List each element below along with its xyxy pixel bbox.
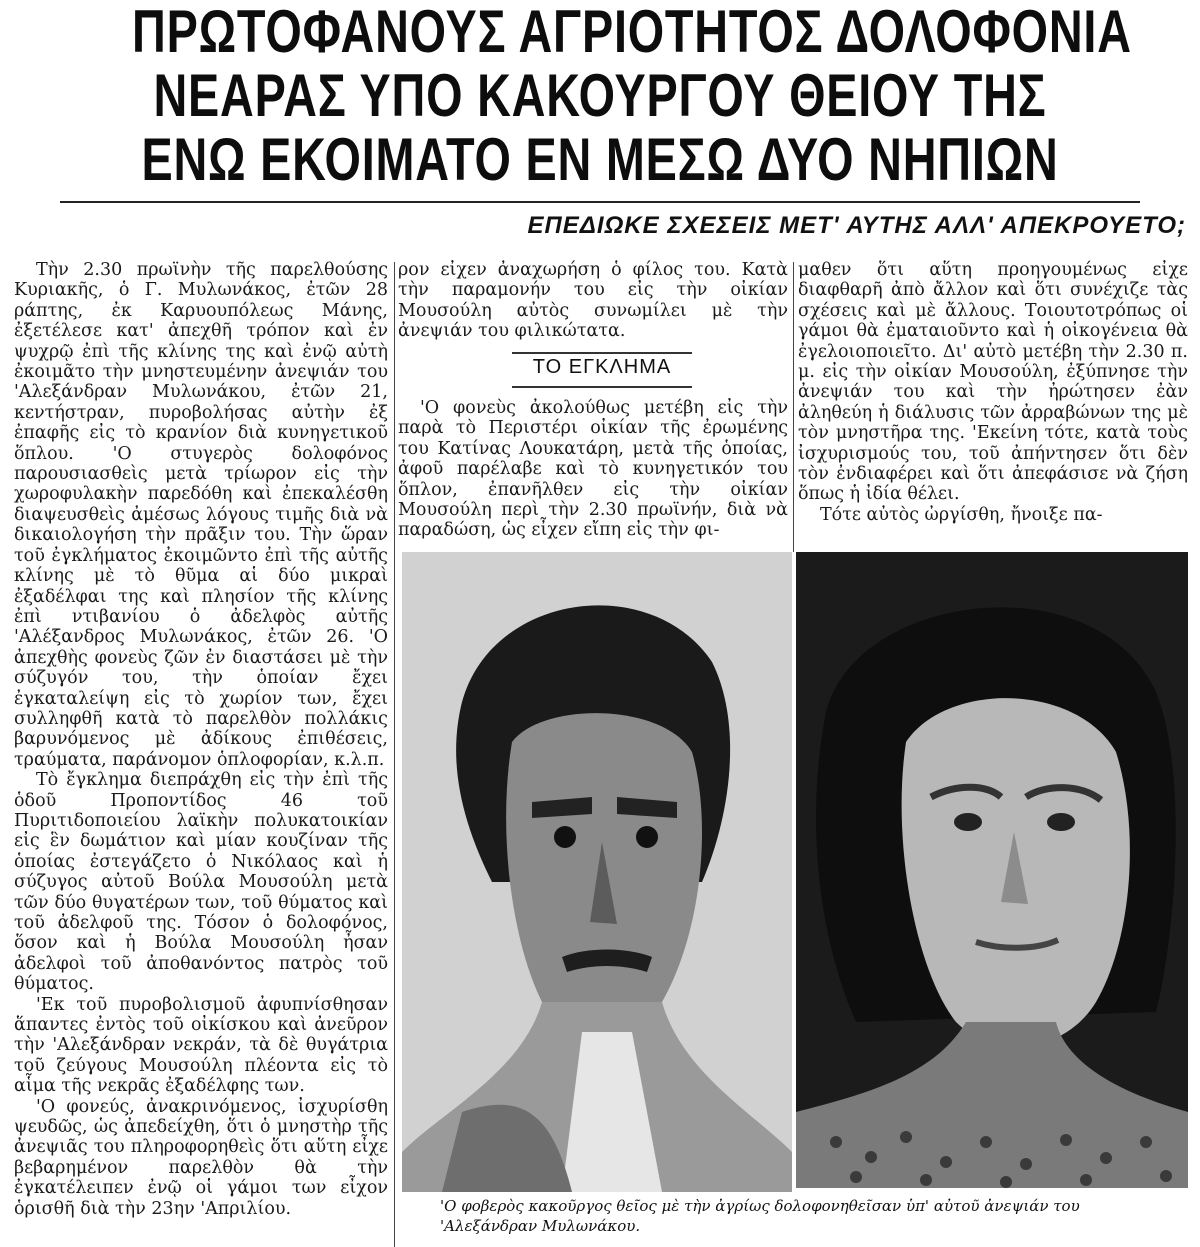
article-paragraph: ρον εἶχεν ἀναχωρήση ὁ φίλος του. Κατὰ τὴν παραμονήν του εἰς τὴν οἰκίαν Μουσούλη αὐτὸς συνωμίλει μὲ τὴν ἀνεψιάν του φιλικώτατα. (398, 260, 788, 342)
article-paragraph: Τὴν 2.30 πρωϊνὴν τῆς παρελθούσης Κυριακῆς, ὁ Γ. Μυλωνάκος, ἐτῶν 28 ράπτης, ἐκ Καρυουπόλεως Μάνης, ἐξετέλεσε κατ' ἀπεχθῆ τρόπον καὶ ἐν ψυχρῷ ἐπὶ τῆς κλίνης της καὶ ἐνῷ αὐτὴ ἐκοιμᾶτο τὴν μνηστευμένην ἀνεψιάν του 'Αλεξάνδραν Μυλωνάκου, ἐτῶν 21, κεντήστραν, πυροβολήσας αὐτὴν ἐξ ἐπαφῆς εἰς τὸ κρανίον διὰ κυνηγετικοῦ ὅπλου. 'Ο στυγερὸς δολοφόνος παρουσιασθεὶς μετὰ τρίωρον εἰς τὴν χωροφυλακὴν παρεδόθη καὶ ἐπεκαλέσθη διαψευσθεὶς ἀμέσως λόγους τιμῆς διὰ νὰ δικαιολογήση τὴν πρᾶξιν του. Τὴν ὥραν τοῦ ἐγκλήματος ἐκοιμῶντο ἐπὶ τῆς αὐτῆς κλίνης μὲ τὸ θῦμα αἱ δύο μικραὶ ἐξαδέλφαι της καὶ πλησίον τῆς κλίνης ἐπὶ ντιβανίου ὁ ἀδελφὸς αὐτῆς 'Αλέξανδρος Μυλωνάκος, ἐτῶν 26. 'Ο ἀπεχθὴς φονεὺς ζῶν ἐν διαστάσει μὲ τὴν σύζυγόν του, τὴν ὁποίαν ἔχει ἐγκαταλείψη εἰς τὸ χωρίον των, ἔχει συλληφθῆ κατὰ τὸ παρελθὸν πολλάκις βαρυνόμενος μὲ ἀδίκους ἐπιθέσεις, τραύματα, παράνομον ὁπλοφορίαν, κ.λ.π. (14, 260, 388, 770)
headline-line-1: ΠΡΩΤΟΦΑΝΟΥΣ ΑΓΡΙΟΤΗΤΟΣ ΔΟΛΟΦΟΝΙΑ (132, 0, 1132, 65)
article-column-2 (398, 260, 788, 344)
column-divider (394, 262, 395, 1247)
headline-line-3: ΕΝΩ ΕΚΟΙΜΑΤΟ ΕΝ ΜΕΣΩ ΔΥΟ ΝΗΠΙΩΝ (141, 126, 1059, 193)
article-paragraph: μαθεν ὅτι αὕτη προηγουμένως εἶχε διαφθαρῆ ἀπὸ ἄλλον καὶ ὅτι συνέχιζε τὰς σχέσεις καὶ μὲ ἄλλους. Τοιουτοτρόπως οἱ γάμοι θὰ ἐματαιοῦντο καὶ ἡ οἰκογένεια θὰ ἐγελοιοποιεῖτο. Δι' αὐτὸ μετέβη τὴν 2.30 π. μ. εἰς τὴν οἰκίαν Μουσούλη, ἐξύπνησε τὴν ἀνεψιάν του καὶ τὴν ἠρώτησεν ἐὰν ἀληθεύη ἡ διάλυσις τῶν ἀρραβώνων της μὲ τὸν μνηστῆρα της. 'Εκείνη τότε, κατὰ τοὺς ἰσχυρισμούς του, τοῦ ἀπήντησεν ὅτι δὲν τὸν ἐνδιαφέρει καὶ ὅτι ἀπεφάσισε νὰ ζήση ὅπως ἡ ἰδία θέλει. (798, 260, 1188, 505)
headline (0, 0, 1200, 192)
portrait-man-image (402, 552, 792, 1192)
article-column-2-continued (398, 398, 788, 548)
photo-caption: 'Ο φοβερὸς κακοῦργος θεῖος μὲ τὴν ἀγρίως δολοφονηθεῖσαν ὑπ' αὐτοῦ ἀνεψιάν του 'Αλεξάνδραν Μυλωνάκου. (440, 1197, 1080, 1235)
subheadline: ΕΠΕΔΙΩΚΕ ΣΧΕΣΕΙΣ ΜΕΤ' ΑΥΤΗΣ ΑΛΛ' ΑΠΕΚΡΟΥΕΤΟ; (527, 212, 1186, 239)
article-column-1 (14, 260, 388, 1245)
section-rule-top (512, 352, 692, 354)
article-paragraph: 'Ο φονεὺς ἀκολούθως μετέβη εἰς τὴν παρὰ τὸ Περιστέρι οἰκίαν τῆς ἐρωμένης του Κατίνας Λουκατάρη, μετὰ τῆς ὁποίας, ἀφοῦ παρέλαβε καὶ τὸ κυνηγετικόν του ὅπλον, ἐπανῆλθεν εἰς τὴν οἰκίαν Μουσούλη περὶ τὴν 2.30 πρωϊνήν, διὰ νὰ παραδώση, ὡς εἶχεν εἴπη εἰς τὴν φι- (398, 398, 788, 541)
headline-rule (60, 201, 1140, 203)
photo-victim (796, 552, 1188, 1188)
article-paragraph: 'Ο φονεύς, ἀνακρινόμενος, ἰσχυρίσθη ψευδῶς, ὡς ἀπεδείχθη, ὅτι ὁ μνηστὴρ τῆς ἀνεψιᾶς του πληροφορηθεὶς ὅτι αὕτη εἶχε βεβαρημένον παρελθὸν θὰ τὴν ἐγκατέλειπεν ἐνῷ οἱ γάμοι των εἶχον ὁρισθῆ διὰ τὴν 23ην 'Απριλίου. (14, 1096, 388, 1219)
portrait-woman-image (796, 552, 1188, 1188)
article-paragraph: Τότε αὐτὸς ὠργίσθη, ἤνοιξε πα- (820, 504, 1103, 525)
article-paragraph: 'Εκ τοῦ πυροβολισμοῦ ἀφυπνίσθησαν ἅπαντες ἐντὸς τοῦ οἰκίσκου καὶ ἀνεῦρον τὴν 'Αλεξάνδραν νεκράν, τὰ δὲ θυγάτρια τοῦ ζεύγους Μουσούλη πλέοντα εἰς τὸ αἷμα τῆς νεκρᾶς ἐξαδέλφης των. (14, 994, 388, 1097)
article-column-3 (798, 260, 1188, 548)
headline-line-2: ΝΕΑΡΑΣ ΥΠΟ ΚΑΚΟΥΡΓΟΥ ΘΕΙΟΥ ΤΗΣ (153, 62, 1047, 129)
article-paragraph: Τὸ ἔγκλημα διεπράχθη εἰς τὴν ἐπὶ τῆς ὁδοῦ Προποντίδος 46 τοῦ Πυριτιδοποιείου λαϊκὴν πολυκατοικίαν εἰς ἓν δωμάτιον καὶ μίαν κουζίναν τῆς ὁποίας ἐστεγάζετο ὁ Νικόλαος καὶ ἡ σύζυγος αὐτοῦ Βούλα Μουσούλη μετὰ τῶν δύο θυγατέρων των, τοῦ θύματος καὶ τοῦ ἀδελφοῦ της. Τόσον ὁ δολοφόνος, ὅσον καὶ ἡ Βούλα Μουσούλη ἦσαν ἀδελφοὶ τοῦ ἀποθανόντος πατρὸς τοῦ θύματος. (14, 770, 388, 995)
section-title: ΤΟ ΕΓΚΛΗΜΑ (532, 356, 672, 378)
section-rule-bottom (512, 386, 692, 388)
photo-uncle (402, 552, 792, 1192)
column-divider (793, 262, 794, 552)
